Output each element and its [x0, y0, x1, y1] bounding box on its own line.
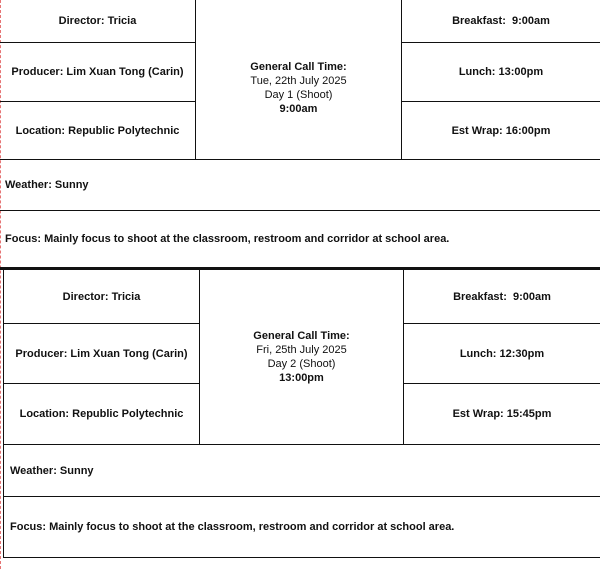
- call-time: 13:00pm: [279, 372, 324, 384]
- call-time: 9:00am: [279, 102, 318, 115]
- weather-row: [0, 445, 600, 496]
- director-text: Director: Tricia: [58, 15, 137, 27]
- general-call-cell: [196, 0, 401, 159]
- focus-row: [0, 211, 600, 267]
- lunch-cell: [402, 43, 600, 101]
- general-call-cell: [200, 270, 403, 444]
- wrap-cell: [402, 102, 600, 159]
- location-cell: [4, 384, 199, 444]
- wrap-cell: [404, 384, 600, 444]
- call-title: General Call Time:: [253, 330, 350, 342]
- call-sheet-day1: [0, 0, 600, 270]
- shoot-day: Day 1 (Shoot): [264, 88, 333, 101]
- focus-text: Focus: Mainly focus to shoot at the classroom, restroom and corridor at school area.: [10, 521, 455, 533]
- location-text: Location: Republic Polytechnic: [19, 408, 184, 420]
- producer-cell: [4, 324, 199, 383]
- lunch-text: Lunch: 12:30pm: [459, 347, 545, 360]
- breakfast-text: Breakfast: 9:00am: [452, 15, 550, 27]
- breakfast-text: Breakfast: 9:00am: [453, 290, 551, 303]
- breakfast-cell: [404, 270, 600, 323]
- wrap-text: Est Wrap: 15:45pm: [452, 408, 552, 420]
- producer-text: Producer: Lim Xuan Tong (Carin): [15, 347, 188, 360]
- director-text: Director: Tricia: [62, 290, 141, 303]
- lunch-cell: [404, 324, 600, 383]
- director-cell: [0, 0, 195, 42]
- weather-text: Weather: Sunny: [10, 464, 94, 477]
- director-cell: [4, 270, 199, 323]
- lunch-text: Lunch: 13:00pm: [458, 66, 544, 78]
- shoot-day: Day 2 (Shoot): [267, 358, 336, 370]
- weather-text: Weather: Sunny: [5, 179, 89, 191]
- focus-row: [0, 497, 600, 557]
- producer-text: Producer: Lim Xuan Tong (Carin): [11, 66, 184, 78]
- breakfast-cell: [402, 0, 600, 42]
- producer-cell: [0, 43, 195, 101]
- weather-row: [0, 160, 600, 210]
- shoot-date: Tue, 22th July 2025: [250, 74, 347, 87]
- shoot-date: Fri, 25th July 2025: [256, 344, 347, 356]
- wrap-text: Est Wrap: 16:00pm: [451, 124, 551, 137]
- location-cell: [0, 102, 195, 159]
- focus-text: Focus: Mainly focus to shoot at the classroom, restroom and corridor at school area.: [5, 233, 450, 245]
- location-text: Location: Republic Polytechnic: [15, 124, 180, 137]
- call-title: General Call Time:: [250, 60, 347, 73]
- call-sheet-day2: [0, 270, 600, 569]
- divider: [3, 557, 600, 558]
